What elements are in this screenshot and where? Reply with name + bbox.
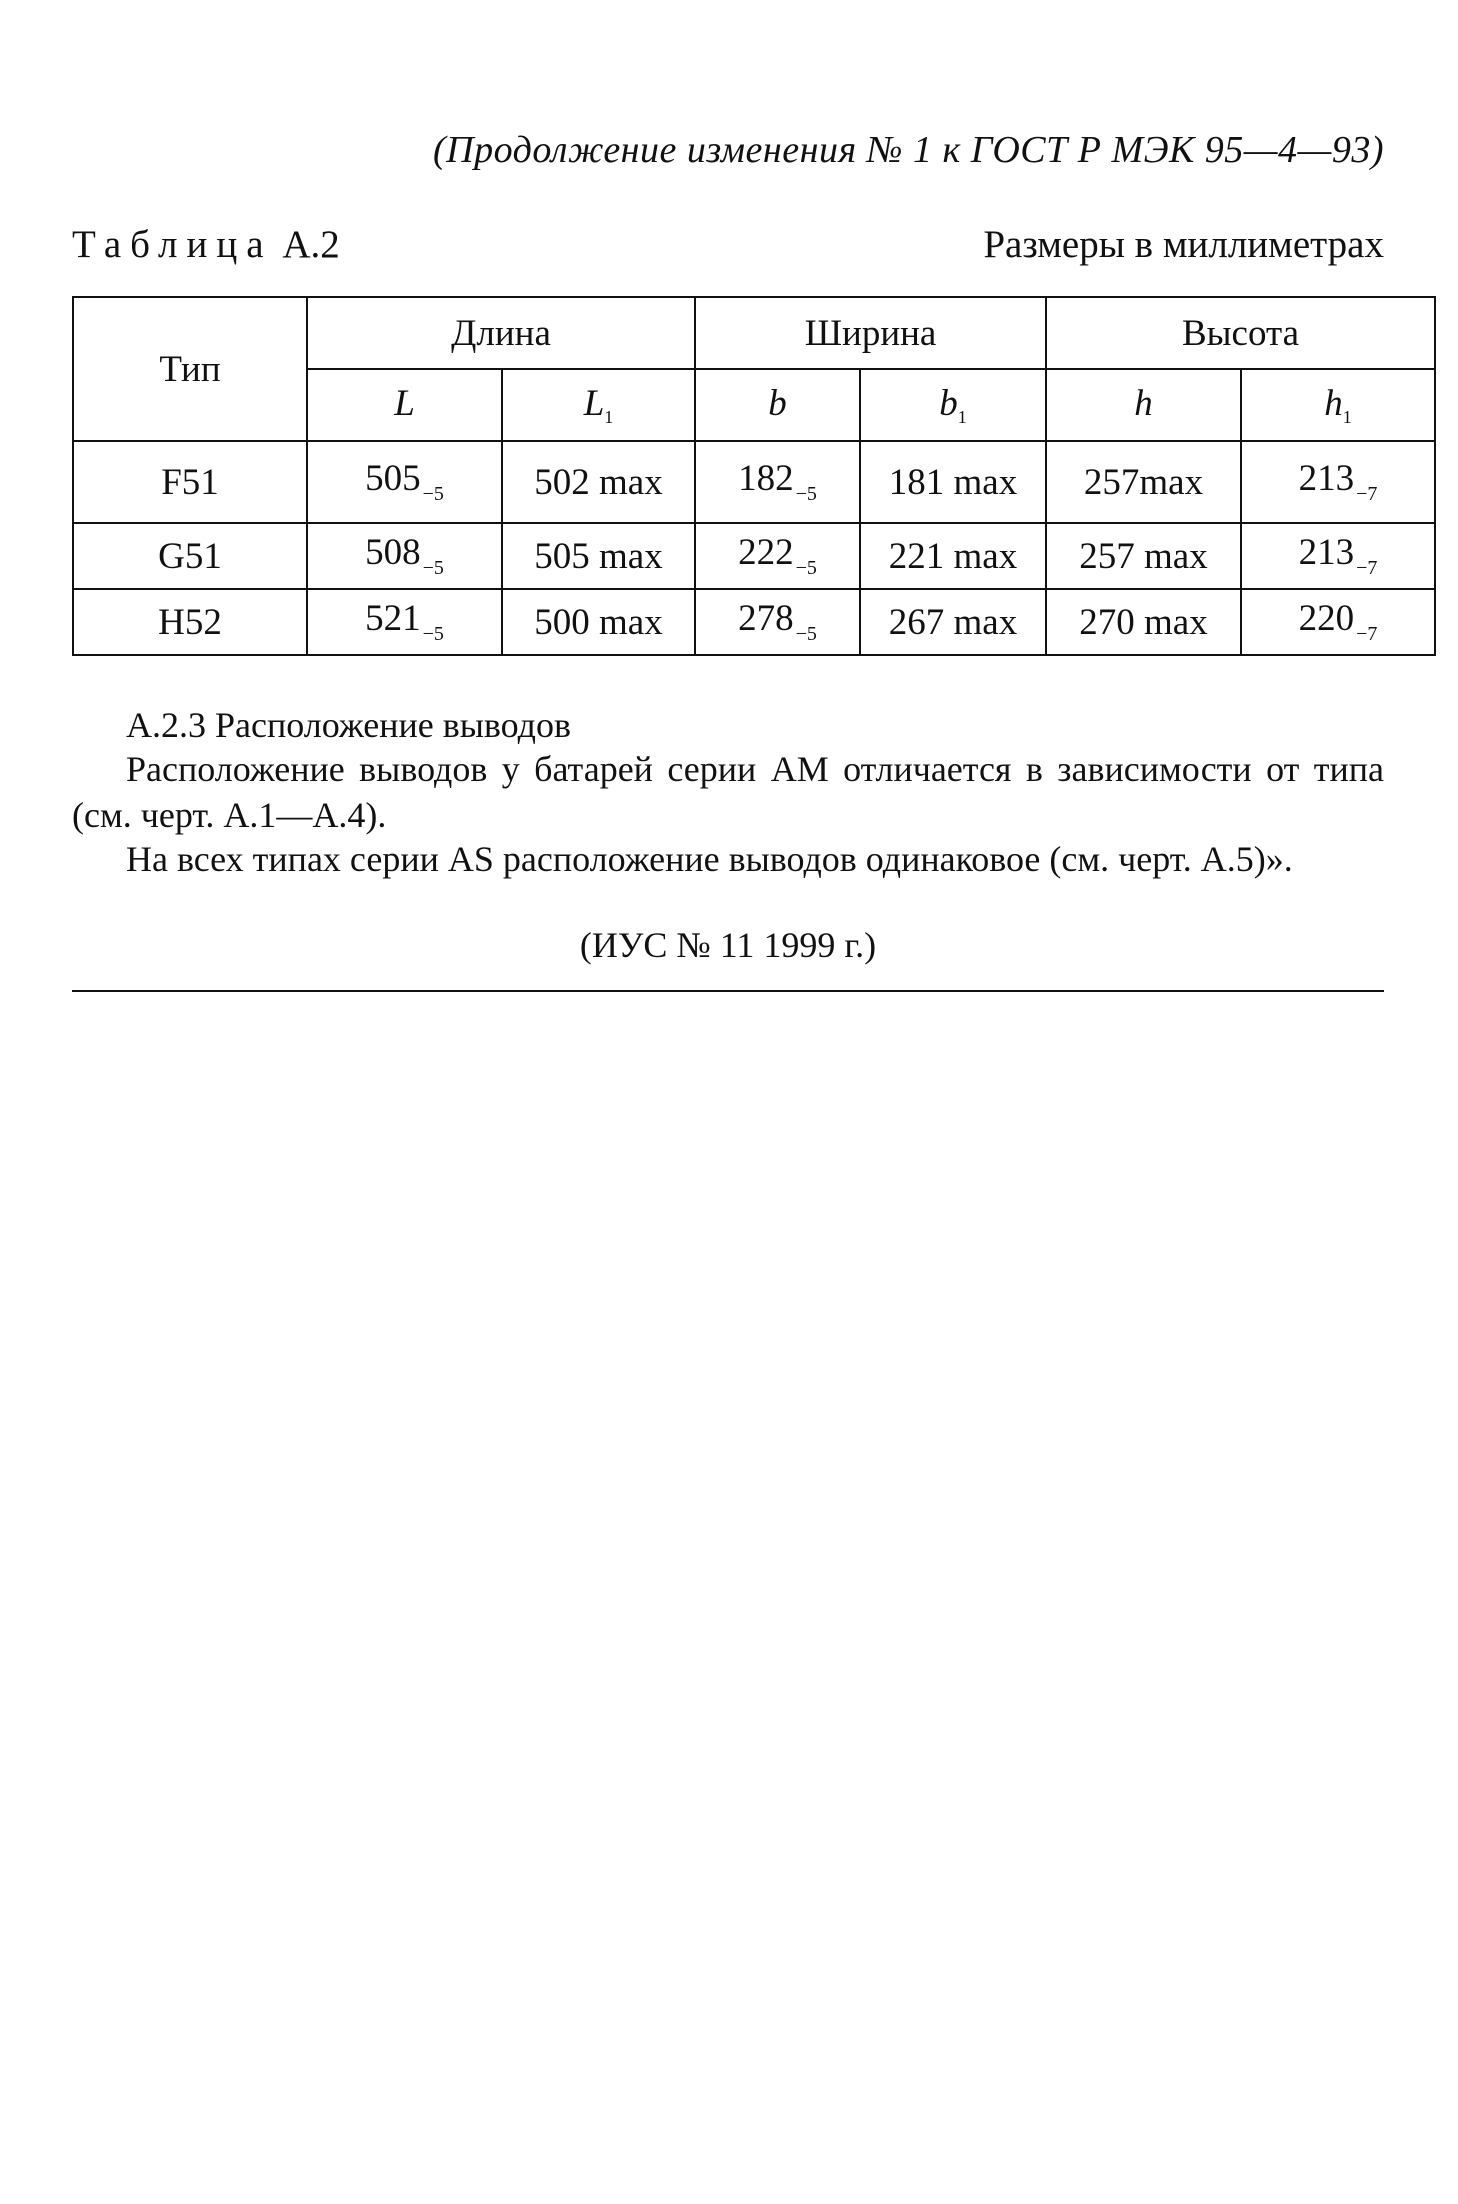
cell-b: 182 $_{-5}$ [695, 441, 860, 523]
cell-h: 257 max [1046, 523, 1241, 589]
table-caption-number: А.2 [282, 223, 340, 266]
table-units-note: Размеры в миллиметрах [983, 223, 1384, 266]
section-heading: А.2.3 Расположение выводов [126, 705, 571, 745]
cell-L1: 502 max [502, 441, 695, 523]
cell-L: 521 $_{-5}$ [307, 589, 502, 655]
cell-type: F51 [73, 441, 307, 523]
cell-b: 278 $_{-5}$ [695, 589, 860, 655]
page-header: (Продолжение изменения № 1 к ГОСТ Р МЭК 95—4—93) [433, 129, 1384, 171]
paragraph-as-series: На всех типах серии AS расположение выводов одинаковое (см. черт. А.5)». [126, 839, 1293, 879]
table-row [73, 523, 1435, 589]
subheader-h: h [1046, 369, 1241, 441]
header-type: Тип [73, 297, 307, 441]
table-caption-label: Таблица [72, 223, 273, 266]
cell-b1: 267 max [860, 589, 1046, 655]
cell-b1: 221 max [860, 523, 1046, 589]
table-caption-title [72, 222, 340, 267]
divider-line [72, 990, 1384, 992]
cell-h1: 213 $_{-7}$ [1241, 441, 1435, 523]
table-header-row [73, 297, 1435, 369]
cell-h1: 213 $_{-7}$ [1241, 523, 1435, 589]
cell-L: 505 $_{-5}$ [307, 441, 502, 523]
cell-h: 270 max [1046, 589, 1241, 655]
table-row [73, 441, 1435, 523]
header-height: Высота [1046, 297, 1435, 369]
subheader-L1: $L_1$ [502, 369, 695, 441]
cell-type: G51 [73, 523, 307, 589]
subheader-b1: $b_1$ [860, 369, 1046, 441]
cell-L: 508 $_{-5}$ [307, 523, 502, 589]
cell-L1: 500 max [502, 589, 695, 655]
dimensions-table [72, 296, 1436, 656]
cell-b: 222 $_{-5}$ [695, 523, 860, 589]
subheader-L: L [307, 369, 502, 441]
cell-h1: 220 $_{-7}$ [1241, 589, 1435, 655]
cell-h: 257max [1046, 441, 1241, 523]
cell-type: H52 [73, 589, 307, 655]
table-row [73, 589, 1435, 655]
cell-b1: 181 max [860, 441, 1046, 523]
header-width: Ширина [695, 297, 1046, 369]
table-caption [72, 222, 1384, 272]
header-length: Длина [307, 297, 695, 369]
paragraph-am-series: Расположение выводов у батарей серии АМ отличается в зависимости от типа (см. черт. А.1—А.4). [72, 749, 1384, 835]
subheader-h1: $h_1$ [1241, 369, 1435, 441]
subheader-b: b [695, 369, 860, 441]
cell-L1: 505 max [502, 523, 695, 589]
source-reference: (ИУС № 11 1999 г.) [579, 925, 877, 965]
